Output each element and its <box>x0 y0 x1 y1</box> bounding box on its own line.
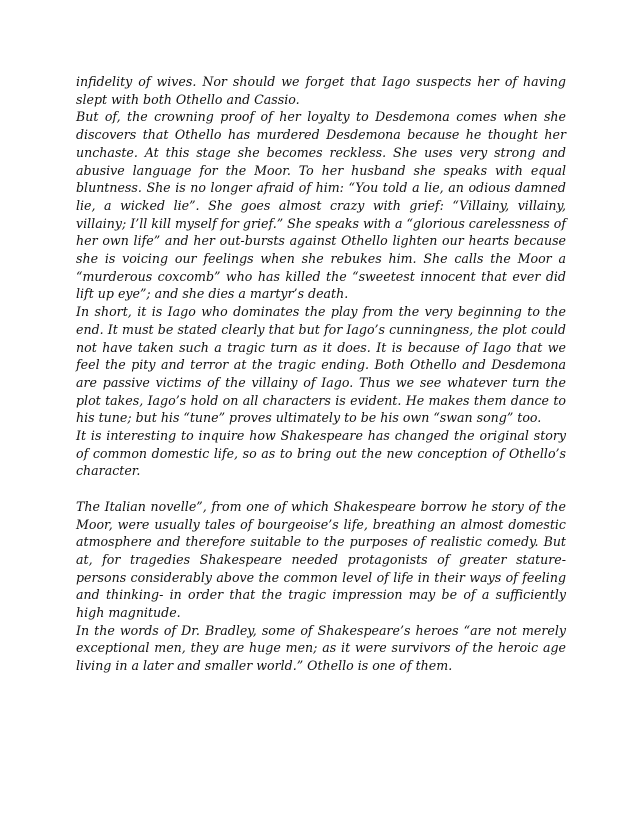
body-text <box>76 73 566 675</box>
paragraph-spacer <box>76 480 566 498</box>
paragraph-iago-dominates: In short, it is Iago who dominates the play from the very beginning to the end. It must be stated clearly that but for Iago’s cunningness, the plot could not have taken such a tragic turn as it does. It is because of Iago that we feel the pity and terror at the tragic ending. Both Othello and Desdemona are passive victims of the villainy of Iago. Thus we see whatever turn the plot takes, Iago’s hold on all characters is evident. He makes them dance to his tune; but his “tune” proves ultimately to be his own “swan song” too. <box>76 304 566 426</box>
paragraph-iago-suspicion: infidelity of wives. Nor should we forget that Iago suspects her of having slept with both Othello and Cassio. <box>76 74 566 107</box>
paragraph-bradley-quote: In the words of Dr. Bradley, some of Shakespeare’s heroes “are not merely exceptional men, they are huge men; as it were survivors of the heroic age living in a later and smaller world.” Othello is one of them. <box>76 622 566 674</box>
paragraph-shakespeare-changes: It is interesting to inquire how Shakespeare has changed the original story of common domestic life, so as to bring out the new conception of Othello’s character. <box>76 428 566 479</box>
paragraph-emilia-loyalty: But of, the crowning proof of her loyalty to Desdemona comes when she discovers that Othello has murdered Desdemona because he thought her unchaste. At this stage she becomes reckless. She uses very strong and abusive language for the Moor. To her husband she speaks with equal bluntness. She is no longer afraid of him: “You told a lie, an odious damned lie, a wicked lie”. She goes almost crazy with grief: “Villainy, villainy, villainy; I’ll kill myself for grief.” She speaks with a “glorious carelessness of her own life” and her out-bursts against Othello lighten our hearts because she is voicing our feelings when she rebukes him. She calls the Moor a “murderous coxcomb” who has killed the “sweetest innocent that ever did lift up eye”; and she dies a martyr’s death. <box>76 109 566 302</box>
paragraph-italian-novelle: The Italian novelle”, from one of which Shakespeare borrow he story of the Moor, were usually tales of bourgeoise’s life, breathing an almost domestic atmosphere and therefore suitable to the purposes of realistic comedy. But at, for tragedies Shakespeare needed protagonists of greater stature- persons considerably above the common level of life in their ways of feeling and thinking- in order that the tragic impression may be of a sufficiently high magnitude. <box>76 498 566 621</box>
